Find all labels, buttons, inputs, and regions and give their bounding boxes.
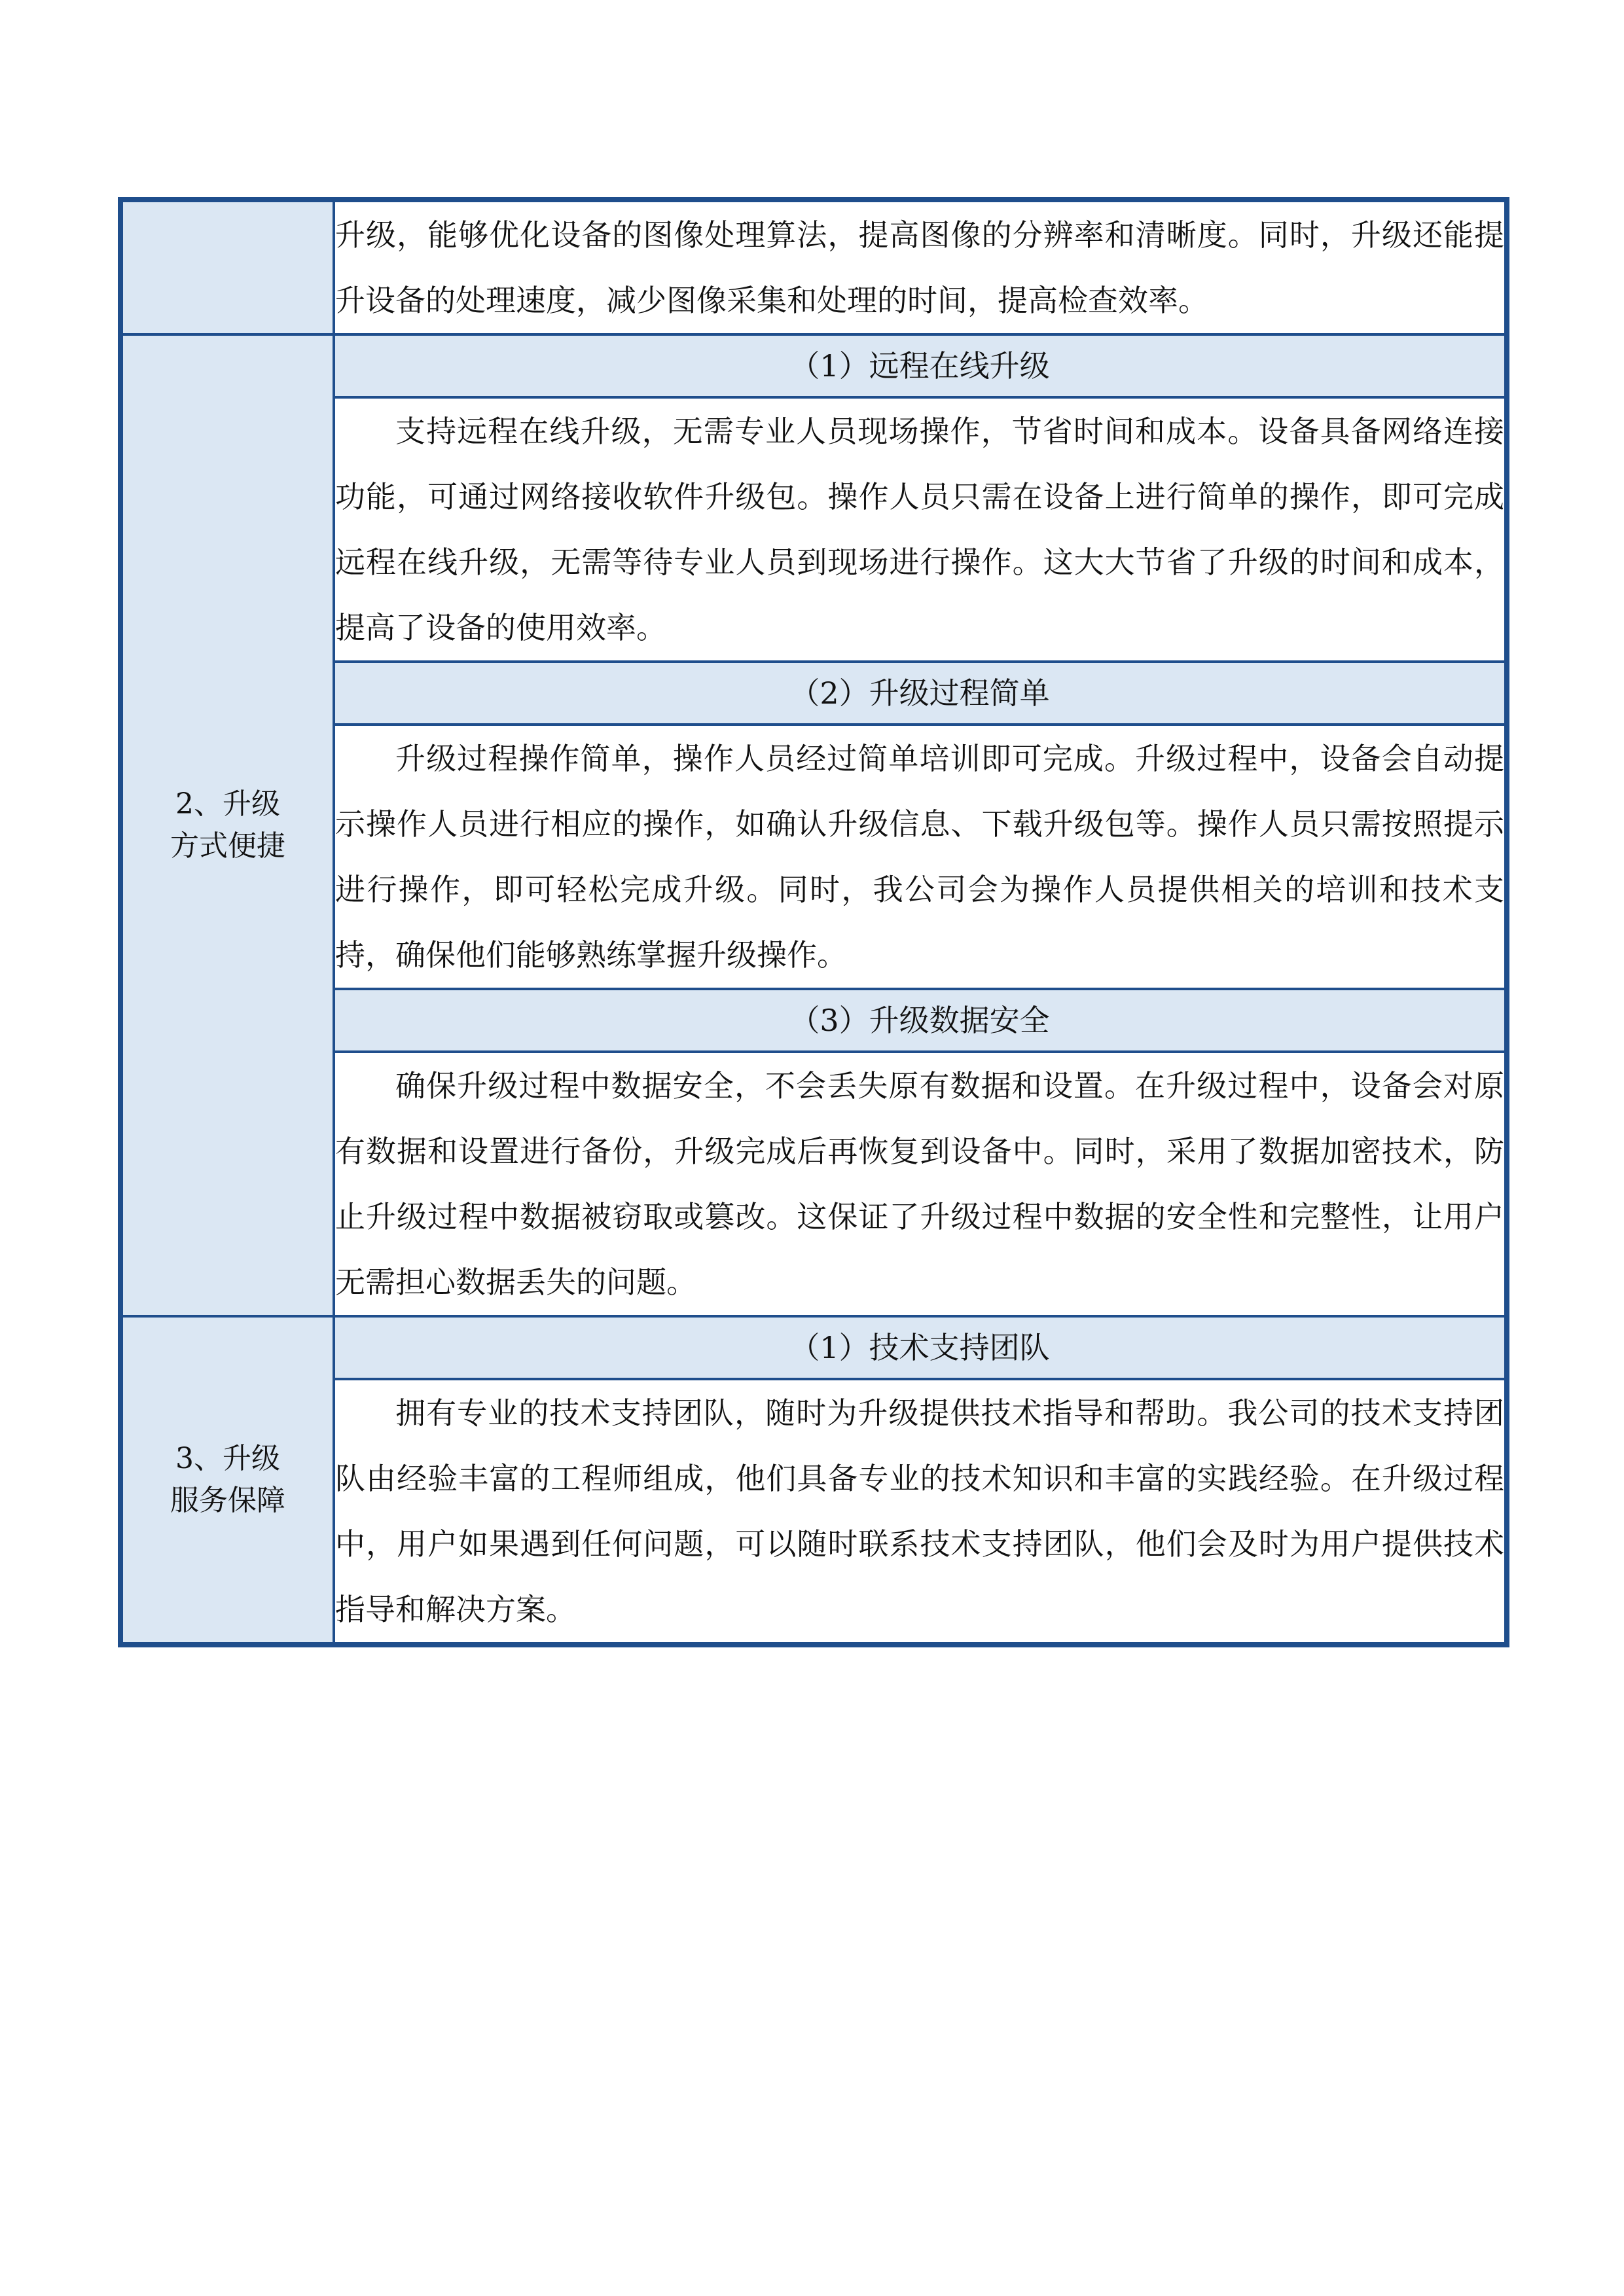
body-cell <box>334 397 1507 662</box>
body-text: 升级，能够优化设备的图像处理算法，提高图像的分辨率和清晰度。同时，升级还能提升设备的处理速度，减少图像采集和处理的时间，提高检查效率。 <box>335 217 1504 318</box>
body-text: 拥有专业的技术支持团队，随时为升级提供技术指导和帮助。我公司的技术支持团队由经验丰富的工程师组成，他们具备专业的技术知识和丰富的实践经验。在升级过程中，用户如果遇到任何问题，可以随时联系技术支持团队，他们会及时为用户提供技术指导和解决方案。 <box>335 1395 1504 1627</box>
category-cell-empty <box>120 200 334 334</box>
table-row <box>120 200 1507 334</box>
category-label: 2、升级方式便捷 <box>170 787 285 863</box>
spec-table <box>118 197 1509 1647</box>
body-text: 确保升级过程中数据安全，不会丢失原有数据和设置。在升级过程中，设备会对原有数据和设置进行备份，升级完成后再恢复到设备中。同时，采用了数据加密技术，防止升级过程中数据被窃取或篡改。这保证了升级过程中数据的安全性和完整性，让用户无需担心数据丢失的问题。 <box>335 1068 1504 1300</box>
subheading: （1）技术支持团队 <box>789 1330 1050 1365</box>
subheading-cell <box>334 662 1507 725</box>
body-cell <box>334 1052 1507 1316</box>
category-cell <box>120 1316 334 1645</box>
body-cell <box>334 725 1507 989</box>
subheading-cell <box>334 1316 1507 1379</box>
subheading: （2）升级过程简单 <box>789 675 1050 711</box>
table-row <box>120 334 1507 397</box>
subheading-cell <box>334 989 1507 1052</box>
body-text: 支持远程在线升级，无需专业人员现场操作，节省时间和成本。设备具备网络连接功能，可通过网络接收软件升级包。操作人员只需在设备上进行简单的操作，即可完成远程在线升级，无需等待专业人员到现场进行操作。这大大节省了升级的时间和成本，提高了设备的使用效率。 <box>335 414 1504 645</box>
table-row <box>120 1316 1507 1379</box>
body-cell <box>334 200 1507 334</box>
body-cell <box>334 1379 1507 1645</box>
subheading-cell <box>334 334 1507 397</box>
subheading: （3）升级数据安全 <box>789 1003 1050 1038</box>
subheading: （1）远程在线升级 <box>789 348 1050 384</box>
category-label: 3、升级服务保障 <box>170 1442 285 1517</box>
body-text: 升级过程操作简单，操作人员经过简单培训即可完成。升级过程中，设备会自动提示操作人员进行相应的操作，如确认升级信息、下载升级包等。操作人员只需按照提示进行操作，即可轻松完成升级。同时，我公司会为操作人员提供相关的培训和技术支持，确保他们能够熟练掌握升级操作。 <box>335 741 1504 973</box>
category-cell <box>120 334 334 1316</box>
